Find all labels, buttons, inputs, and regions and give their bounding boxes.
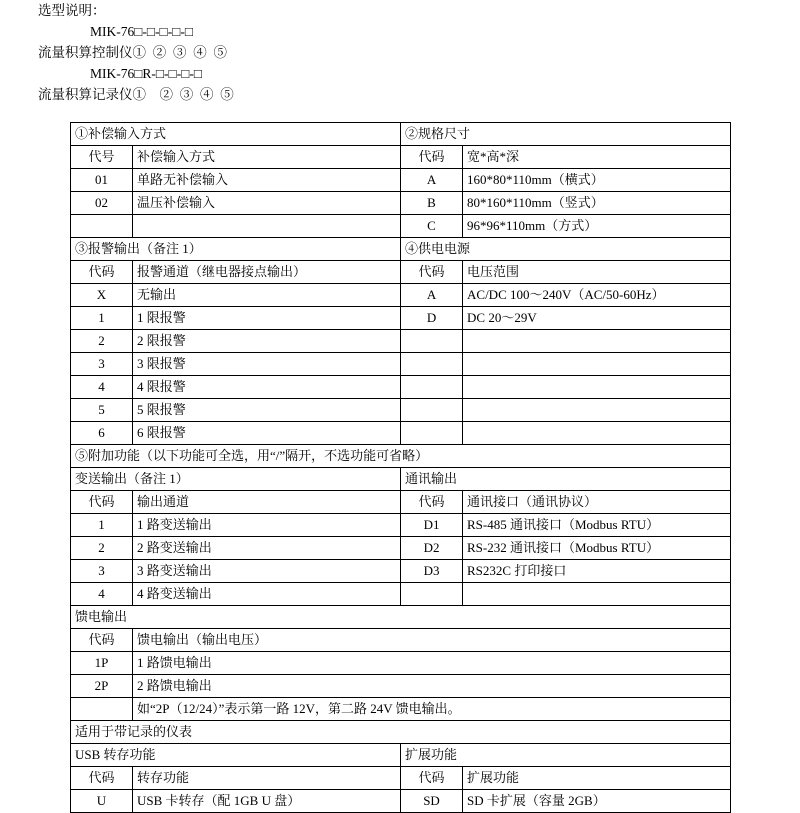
table-row — [71, 767, 731, 790]
table-row — [71, 744, 731, 767]
s3-row6-desc: 6 限报警 — [133, 422, 401, 445]
ext-title: 扩展功能 — [401, 744, 731, 767]
ext-col2-header: 扩展功能 — [463, 767, 731, 790]
table-row — [71, 721, 731, 744]
s4-filler-code-2 — [401, 353, 463, 376]
s4-filler-desc-4 — [463, 399, 731, 422]
s5-left-title: 变送输出（备注 1） — [71, 468, 401, 491]
usb-title: USB 转存功能 — [71, 744, 401, 767]
s5-right-row0-code: D1 — [401, 514, 463, 537]
selection-description-header — [0, 0, 800, 105]
s4-col2-header: 电压范围 — [463, 261, 731, 284]
section2-header: ②规格尺寸 — [401, 123, 731, 146]
s5-right-row1-code: D2 — [401, 537, 463, 560]
header-model-line-1: MIK-76□-□-□-□-□ — [90, 24, 193, 39]
table-row — [71, 284, 731, 307]
header-model-line-4: 流量积算记录仪① ② ③ ④ ⑤ — [38, 87, 234, 102]
s3-row1-desc: 1 限报警 — [133, 307, 401, 330]
s3-col2-header: 报警通道（继电器接点输出） — [133, 261, 401, 284]
table-row — [71, 330, 731, 353]
feed-row0-desc: 1 路馈电输出 — [133, 652, 731, 675]
usb-col2-header: 转存功能 — [133, 767, 401, 790]
table-row — [71, 307, 731, 330]
table-row — [71, 560, 731, 583]
feed-note: 如“2P（12/24）”表示第一路 12V，第二路 24V 馈电输出。 — [133, 698, 731, 721]
table-row — [71, 422, 731, 445]
s3-row4-code: 4 — [71, 376, 133, 399]
table-row — [71, 123, 731, 146]
table-row — [71, 652, 731, 675]
ext-row-code: SD — [401, 790, 463, 813]
s5-col4-header: 通讯接口（通讯协议） — [463, 491, 731, 514]
s3-col1-header: 代码 — [71, 261, 133, 284]
s5-left-row1-desc: 2 路变送输出 — [133, 537, 401, 560]
table-row — [71, 215, 731, 238]
s4-filler-code-3 — [401, 376, 463, 399]
table-row — [71, 445, 731, 468]
s2-col2-header: 宽*高*深 — [463, 146, 731, 169]
table-row — [71, 192, 731, 215]
usb-row-desc: USB 卡转存（配 1GB U 盘） — [133, 790, 401, 813]
feed-note-code — [71, 698, 133, 721]
s4-row1-desc: DC 20～29V — [463, 307, 731, 330]
table-row — [71, 376, 731, 399]
table-row — [71, 491, 731, 514]
s4-filler-code-1 — [401, 330, 463, 353]
s5-left-row3-desc: 4 路变送输出 — [133, 583, 401, 606]
s4-filler-code-4 — [401, 399, 463, 422]
s2-row0-code: A — [401, 169, 463, 192]
table-row — [71, 629, 731, 652]
s1-row1-desc: 温压补偿输入 — [133, 192, 401, 215]
usb-col1-header: 代码 — [71, 767, 133, 790]
s5-right-filler-desc — [463, 583, 731, 606]
s4-filler-desc-1 — [463, 330, 731, 353]
s3-row2-code: 2 — [71, 330, 133, 353]
s5-left-row3-code: 4 — [71, 583, 133, 606]
table-row — [71, 353, 731, 376]
s3-row1-code: 1 — [71, 307, 133, 330]
s3-row5-desc: 5 限报警 — [133, 399, 401, 422]
s4-filler-code-5 — [401, 422, 463, 445]
table-row — [71, 583, 731, 606]
s3-row2-desc: 2 限报警 — [133, 330, 401, 353]
ext-col1-header: 代码 — [401, 767, 463, 790]
table-row — [71, 514, 731, 537]
feed-col2-header: 馈电输出（输出电压） — [133, 629, 731, 652]
table-row — [71, 261, 731, 284]
s3-row3-code: 3 — [71, 353, 133, 376]
s2-row1-code: B — [401, 192, 463, 215]
s1-col2-header: 补偿输入方式 — [133, 146, 401, 169]
section1-header: ①补偿输入方式 — [71, 123, 401, 146]
s4-filler-desc-3 — [463, 376, 731, 399]
s3-row0-code: X — [71, 284, 133, 307]
s2-row2-code: C — [401, 215, 463, 238]
s5-col3-header: 代码 — [401, 491, 463, 514]
s1-row0-code: 01 — [71, 169, 133, 192]
s1-filler-desc — [133, 215, 401, 238]
table-row — [71, 468, 731, 491]
s3-row4-desc: 4 限报警 — [133, 376, 401, 399]
s5-right-row2-desc: RS232C 打印接口 — [463, 560, 731, 583]
feed-row0-code: 1P — [71, 652, 133, 675]
s2-row2-desc: 96*96*110mm（方式） — [463, 215, 731, 238]
s5-col1-header: 代码 — [71, 491, 133, 514]
feed-row1-code: 2P — [71, 675, 133, 698]
feed-title: 馈电输出 — [71, 606, 731, 629]
s4-row0-desc: AC/DC 100～240V（AC/50-60Hz） — [463, 284, 731, 307]
table-row — [71, 606, 731, 629]
table-row — [71, 675, 731, 698]
s5-left-row0-desc: 1 路变送输出 — [133, 514, 401, 537]
header-title: 选型说明： — [38, 3, 106, 18]
s2-row1-desc: 80*160*110mm（竖式） — [463, 192, 731, 215]
s1-row1-code: 02 — [71, 192, 133, 215]
s1-col1-header: 代号 — [71, 146, 133, 169]
table-row — [71, 169, 731, 192]
s2-row0-desc: 160*80*110mm（横式） — [463, 169, 731, 192]
s5-left-row1-code: 2 — [71, 537, 133, 560]
section5-header: ⑤附加功能（以下功能可全选，用“/”隔开，不选功能可省略） — [71, 445, 731, 468]
table-row — [71, 399, 731, 422]
s5-left-row2-code: 3 — [71, 560, 133, 583]
s5-right-row0-desc: RS-485 通讯接口（Modbus RTU） — [463, 514, 731, 537]
specification-table — [70, 122, 731, 813]
header-model-line-2: 流量积算控制仪① ② ③ ④ ⑤ — [38, 45, 227, 60]
s5-left-row2-desc: 3 路变送输出 — [133, 560, 401, 583]
s5-right-row1-desc: RS-232 通讯接口（Modbus RTU） — [463, 537, 731, 560]
s4-filler-desc-2 — [463, 353, 731, 376]
s4-row1-code: D — [401, 307, 463, 330]
s5-left-row0-code: 1 — [71, 514, 133, 537]
ext-row-desc: SD 卡扩展（容量 2GB） — [463, 790, 731, 813]
table-row — [71, 238, 731, 261]
section3-header: ③报警输出（备注 1） — [71, 238, 401, 261]
s3-row3-desc: 3 限报警 — [133, 353, 401, 376]
s4-row0-code: A — [401, 284, 463, 307]
header-model-line-3: MIK-76□R-□-□-□-□ — [90, 66, 203, 81]
recorder-title: 适用于带记录的仪表 — [71, 721, 731, 744]
s1-row0-desc: 单路无补偿输入 — [133, 169, 401, 192]
table-row — [71, 537, 731, 560]
s4-filler-desc-5 — [463, 422, 731, 445]
section4-header: ④供电电源 — [401, 238, 731, 261]
s5-right-title: 通讯输出 — [401, 468, 731, 491]
feed-row1-desc: 2 路馈电输出 — [133, 675, 731, 698]
feed-col1-header: 代码 — [71, 629, 133, 652]
s3-row5-code: 5 — [71, 399, 133, 422]
s5-right-row2-code: D3 — [401, 560, 463, 583]
table-row — [71, 790, 731, 813]
table-row — [71, 146, 731, 169]
s5-right-filler-code — [401, 583, 463, 606]
s3-row6-code: 6 — [71, 422, 133, 445]
s3-row0-desc: 无输出 — [133, 284, 401, 307]
table-row — [71, 698, 731, 721]
s4-col1-header: 代码 — [401, 261, 463, 284]
usb-row-code: U — [71, 790, 133, 813]
s5-col2-header: 输出通道 — [133, 491, 401, 514]
s2-col1-header: 代码 — [401, 146, 463, 169]
s1-filler-code — [71, 215, 133, 238]
